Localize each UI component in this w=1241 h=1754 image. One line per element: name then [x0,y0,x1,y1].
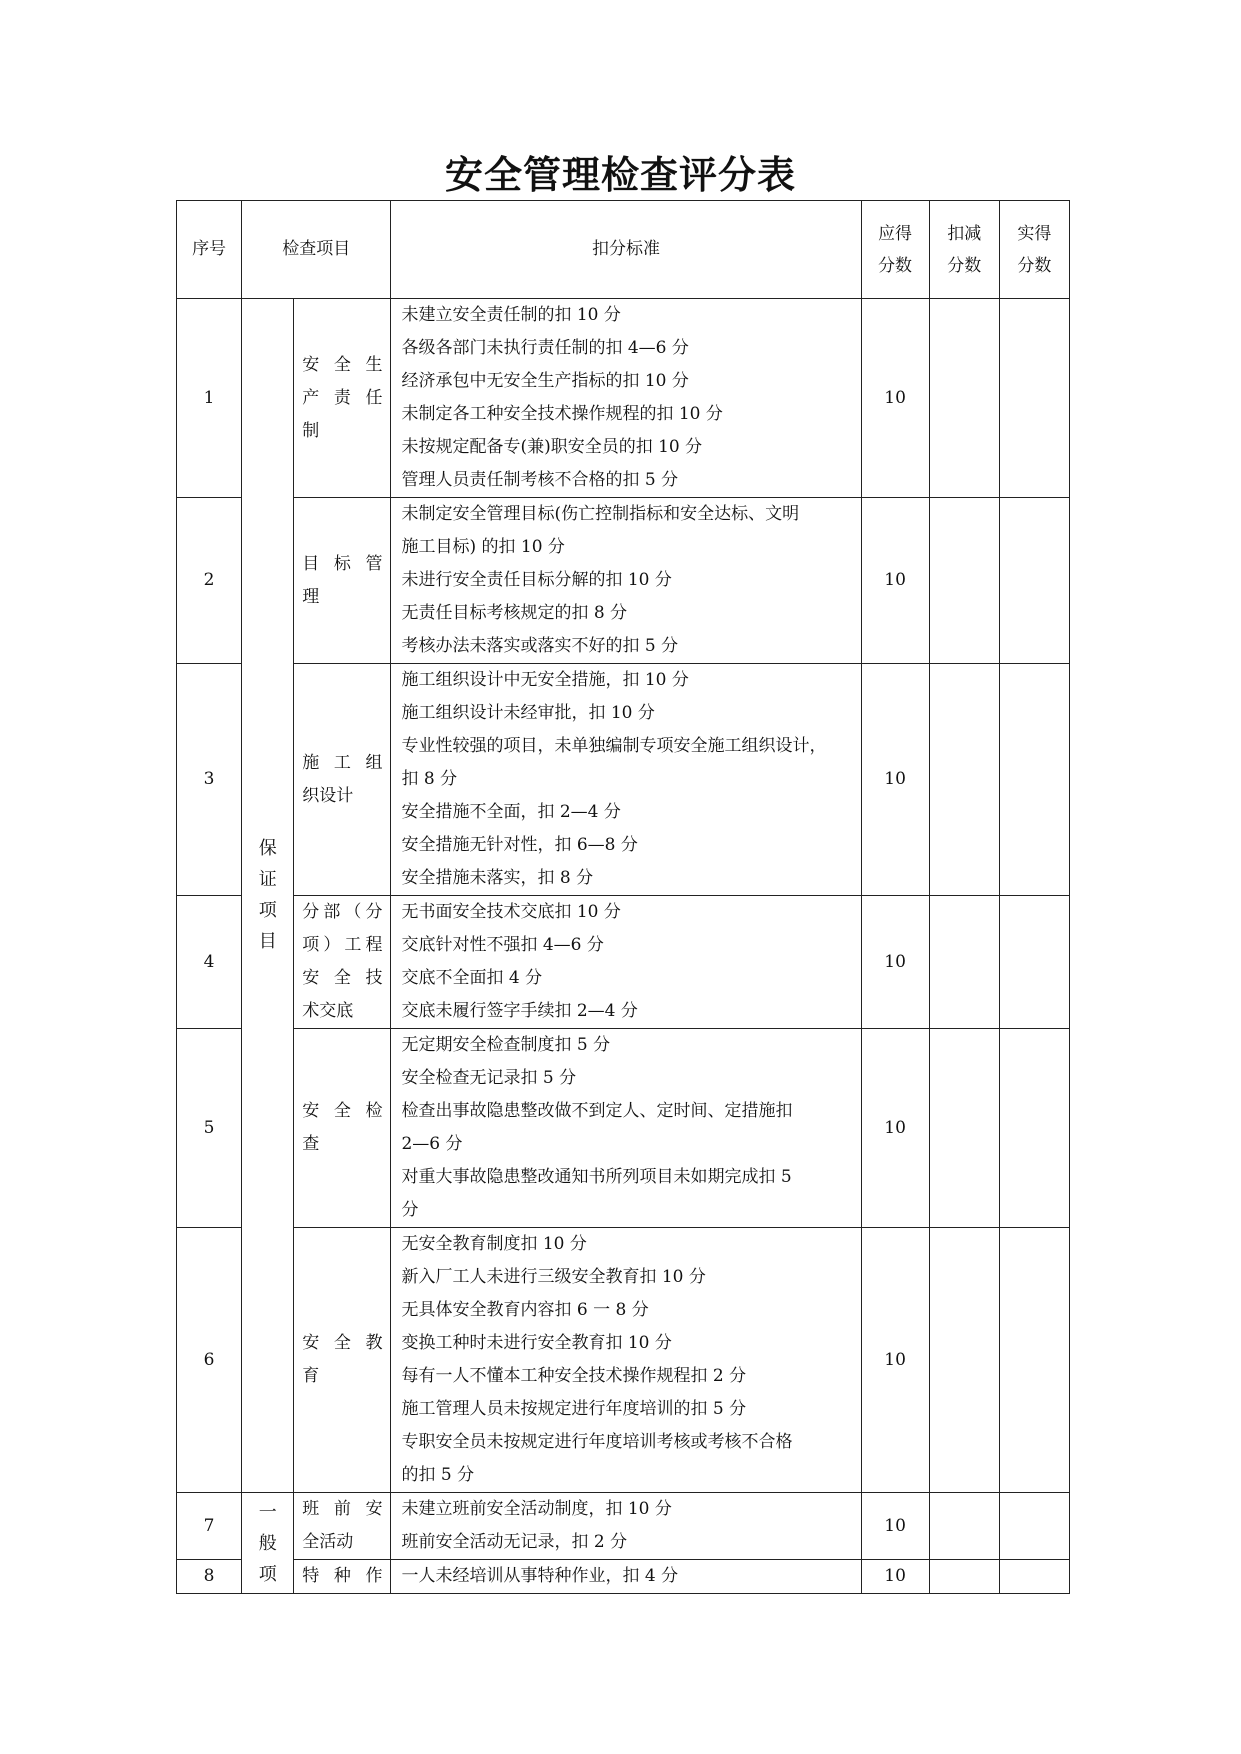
table-row [177,896,1070,1029]
table-row [177,299,1070,498]
criteria-line: 2—6 分 [401,1134,463,1154]
criteria-line: 安全措施未落实，扣 8 分 [401,868,594,888]
criteria-line: 交底未履行签字手续扣 2—4 分 [401,1001,638,1021]
header-deduct-line2: 分数 [947,255,982,276]
criteria-line: 未建立班前安全活动制度，扣 10 分 [401,1499,672,1519]
criteria-line: 班前安全活动无记录，扣 2 分 [401,1532,628,1552]
item-line: 目 标 管 [302,553,383,574]
row-criteria [391,1493,861,1560]
category-general-label: 一般项 [258,1502,277,1585]
header-due-score [861,201,929,299]
row-due-score: 10 [861,1560,929,1594]
row-deduct-score[interactable] [929,1228,999,1493]
criteria-line: 施工目标) 的扣 10 分 [401,537,565,557]
header-due-line1: 应得 [878,223,913,244]
header-actual-score [999,201,1069,299]
row-item [294,498,391,664]
criteria-line: 一人未经培训从事特种作业，扣 4 分 [401,1566,679,1586]
header-deduct-score [929,201,999,299]
criteria-line: 无书面安全技术交底扣 10 分 [401,902,621,922]
row-actual-score[interactable] [999,1029,1069,1228]
header-item: 检查项目 [242,201,391,299]
row-actual-score[interactable] [999,498,1069,664]
row-actual-score[interactable] [999,299,1069,498]
header-actual-line2: 分数 [1017,255,1052,276]
item-line: 理 [302,586,320,607]
row-seq: 6 [177,1228,242,1493]
row-actual-score[interactable] [999,896,1069,1029]
row-item [294,664,391,896]
row-due-score: 10 [861,896,929,1029]
criteria-line: 安全措施无针对性，扣 6—8 分 [401,835,638,855]
row-seq: 3 [177,664,242,896]
table-row [177,1560,1070,1594]
criteria-line: 新入厂工人未进行三级安全教育扣 10 分 [401,1267,706,1287]
row-deduct-score[interactable] [929,1029,999,1228]
row-seq: 4 [177,896,242,1029]
item-line: 安 全 检 [302,1101,383,1121]
row-item [294,299,391,498]
criteria-line: 安全措施不全面，扣 2—4 分 [401,802,621,822]
header-seq: 序号 [177,201,242,299]
row-deduct-score[interactable] [929,1560,999,1594]
item-line: 安 全 生 [302,354,383,375]
row-seq: 2 [177,498,242,664]
item-line: 施 工 组 [302,752,383,773]
item-line: 育 [302,1366,320,1386]
row-seq: 8 [177,1560,242,1594]
row-item [294,1560,391,1594]
row-actual-score[interactable] [999,664,1069,896]
criteria-line: 安全检查无记录扣 5 分 [401,1068,577,1088]
item-line: 制 [302,420,320,441]
row-item [294,1493,391,1560]
criteria-line: 施工组织设计中无安全措施，扣 10 分 [401,670,689,690]
header-row [177,201,1070,299]
item-line: 班 前 安 [302,1499,383,1519]
table-row [177,498,1070,664]
row-item [294,896,391,1029]
criteria-line: 经济承包中无安全生产指标的扣 10 分 [401,371,689,391]
header-deduct-line1: 扣减 [947,223,982,244]
row-criteria [391,498,861,664]
table-row [177,1493,1070,1560]
row-criteria [391,1029,861,1228]
row-criteria [391,664,861,896]
row-due-score: 10 [861,498,929,664]
header-due-line2: 分数 [878,255,913,276]
category-guarantee [242,299,294,1493]
criteria-line: 专业性较强的项目，未单独编制专项安全施工组织设计， [401,736,827,756]
row-criteria [391,1228,861,1493]
table-row [177,1228,1070,1493]
score-table [176,200,1070,1594]
row-criteria [391,1560,861,1594]
row-item [294,1228,391,1493]
row-seq: 5 [177,1029,242,1228]
row-deduct-score[interactable] [929,664,999,896]
item-line: 分部（分 [302,902,383,922]
criteria-line: 施工组织设计未经审批，扣 10 分 [401,703,655,723]
criteria-line: 无安全教育制度扣 10 分 [401,1234,587,1254]
criteria-line: 专职安全员未按规定进行年度培训考核或考核不合格 [401,1432,793,1452]
criteria-line: 交底针对性不强扣 4—6 分 [401,935,604,955]
row-due-score: 10 [861,1029,929,1228]
row-due-score: 10 [861,664,929,896]
criteria-line: 每有一人不懂本工种安全技术操作规程扣 2 分 [401,1366,747,1386]
criteria-line: 未按规定配备专(兼)职安全员的扣 10 分 [401,437,703,457]
criteria-line: 各级各部门未执行责任制的扣 4—6 分 [401,338,689,358]
item-line: 项）工程 [302,935,383,955]
row-due-score: 10 [861,1493,929,1560]
criteria-line: 检查出事故隐患整改做不到定人、定时间、定措施扣 [401,1101,793,1121]
category-general [242,1493,294,1594]
criteria-line: 无具体安全教育内容扣 6 一 8 分 [401,1300,649,1320]
row-due-score: 10 [861,299,929,498]
row-criteria [391,299,861,498]
row-item [294,1029,391,1228]
row-criteria [391,896,861,1029]
criteria-line: 的扣 5 分 [401,1465,475,1485]
row-deduct-score[interactable] [929,299,999,498]
table-row [177,664,1070,896]
item-line: 查 [302,1134,320,1154]
row-deduct-score[interactable] [929,896,999,1029]
criteria-line: 扣 8 分 [401,769,458,789]
item-line: 全活动 [302,1532,354,1552]
criteria-line: 分 [401,1200,419,1220]
row-seq: 1 [177,299,242,498]
row-actual-score[interactable] [999,1493,1069,1560]
criteria-line: 施工管理人员未按规定进行年度培训的扣 5 分 [401,1399,747,1419]
document-title: 安全管理检查评分表 [444,152,796,197]
criteria-line: 管理人员责任制考核不合格的扣 5 分 [401,470,679,490]
criteria-line: 对重大事故隐患整改通知书所列项目未如期完成扣 5 [401,1167,792,1187]
row-actual-score[interactable] [999,1228,1069,1493]
row-due-score: 10 [861,1228,929,1493]
criteria-line: 考核办法未落实或落实不好的扣 5 分 [401,636,679,656]
row-seq: 7 [177,1493,242,1560]
category-guarantee-label: 保证项目 [258,837,277,952]
row-actual-score[interactable] [999,1560,1069,1594]
criteria-line: 无定期安全检查制度扣 5 分 [401,1035,611,1055]
item-line: 安 全 教 [302,1333,383,1353]
item-line: 特 种 作 [302,1566,383,1586]
criteria-line: 未制定安全管理目标(伤亡控制指标和安全达标、文明 [401,504,800,524]
criteria-line: 交底不全面扣 4 分 [401,968,543,988]
item-line: 产 责 任 [302,387,383,408]
row-deduct-score[interactable] [929,498,999,664]
header-actual-line1: 实得 [1017,223,1052,244]
item-line: 安 全 技 [302,968,383,988]
criteria-line: 未建立安全责任制的扣 10 分 [401,305,621,325]
criteria-line: 未进行安全责任目标分解的扣 10 分 [401,570,672,590]
table-row [177,1029,1070,1228]
criteria-line: 变换工种时未进行安全教育扣 10 分 [401,1333,672,1353]
criteria-line: 无责任目标考核规定的扣 8 分 [401,603,628,623]
criteria-line: 未制定各工种安全技术操作规程的扣 10 分 [401,404,723,424]
header-criteria: 扣分标准 [391,201,861,299]
item-line: 织设计 [302,785,354,806]
item-line: 术交底 [302,1001,354,1021]
row-deduct-score[interactable] [929,1493,999,1560]
